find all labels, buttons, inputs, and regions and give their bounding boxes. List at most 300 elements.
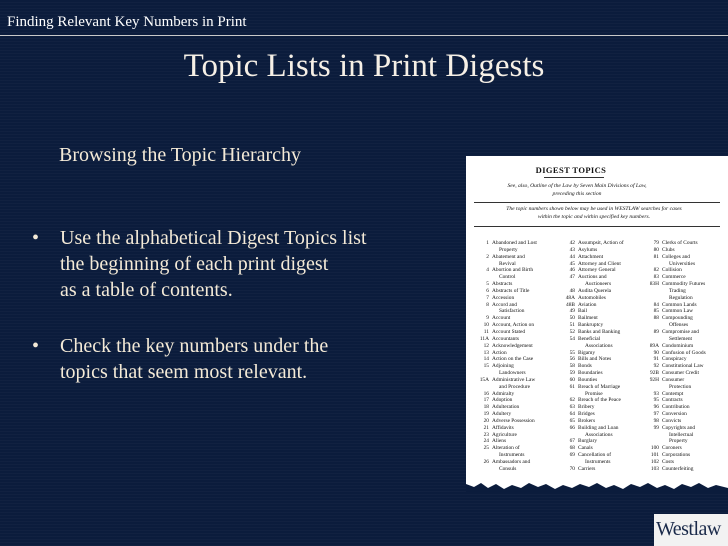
digest-topic-entry xyxy=(473,363,563,370)
westlaw-logo xyxy=(654,514,728,546)
digest-topic-number: 92B xyxy=(650,370,659,377)
digest-topic-name: Instruments xyxy=(499,452,525,459)
digest-topic-name: Action on the Case xyxy=(492,356,534,363)
digest-topic-name: Conspiracy xyxy=(662,356,687,363)
digest-topic-entry xyxy=(643,281,725,288)
digest-topic-entry xyxy=(643,350,725,357)
digest-topic-number: 11 xyxy=(483,328,489,335)
digest-topic-entry xyxy=(559,452,645,459)
digest-topic-name: Bail xyxy=(578,308,587,315)
digest-topic-number: 6 xyxy=(486,287,489,294)
digest-see-also xyxy=(492,182,662,198)
digest-topic-name: Acknowledgement xyxy=(492,342,533,349)
digest-note-line: within the topic and within specified key numbers. xyxy=(537,214,651,220)
digest-topic-name: Commodity Futures xyxy=(662,281,706,288)
digest-topic-number: 9 xyxy=(486,315,489,322)
bullet-text-line: topics that seem most relevant. xyxy=(60,361,308,383)
digest-topics-page-image xyxy=(466,156,728,494)
digest-topic-name: and Procedure xyxy=(499,383,530,390)
digest-topic-entry xyxy=(643,404,725,411)
digest-topic-entry xyxy=(559,370,645,377)
digest-topic-number: 91 xyxy=(653,356,659,363)
digest-topic-name: Breach of Marriage xyxy=(578,383,621,390)
digest-topic-name: Abstracts xyxy=(492,281,513,288)
digest-topic-entry xyxy=(559,308,645,315)
digest-topic-name: Intellectual xyxy=(669,431,694,438)
digest-topic-name: Property xyxy=(669,438,688,445)
digest-topic-name: Abandoned and Lost xyxy=(492,240,537,246)
digest-topic-number: 48B xyxy=(566,301,575,308)
digest-topic-entry xyxy=(473,411,563,418)
digest-topic-name: Action xyxy=(492,349,507,356)
digest-column xyxy=(559,240,645,473)
digest-topic-number: 60 xyxy=(569,376,575,383)
digest-topic-entry xyxy=(473,261,563,268)
digest-topic-name: Bankruptcy xyxy=(578,322,604,329)
digest-topic-number: 54 xyxy=(569,335,575,342)
digest-see-also-line: See, also, Outline of the Law by Seven Main Divisions of Law, xyxy=(507,183,647,189)
digest-divider xyxy=(474,226,720,227)
torn-edge xyxy=(466,480,728,494)
digest-topic-entry xyxy=(643,308,725,315)
digest-topic-entry xyxy=(473,343,563,350)
digest-topic-name: Building and Loan xyxy=(578,424,619,431)
digest-topic-number: 92 xyxy=(653,363,659,370)
digest-topic-name: Abortion and Birth xyxy=(492,267,534,274)
digest-topic-number: 15 xyxy=(483,363,489,370)
digest-topic-name: Attachment xyxy=(578,253,604,260)
digest-topic-name: Offenses xyxy=(669,322,689,329)
digest-topic-number: 24 xyxy=(483,438,489,445)
digest-topic-entry xyxy=(643,425,725,432)
digest-title: DIGEST TOPICS xyxy=(535,165,607,175)
digest-topic-number: 25 xyxy=(483,445,489,452)
digest-topic-entry xyxy=(643,336,725,343)
digest-topic-entry xyxy=(643,329,725,336)
digest-topic-number: 58 xyxy=(569,363,575,370)
bullet-text-line: as a table of contents. xyxy=(60,279,233,301)
digest-topic-number: 84 xyxy=(653,301,659,308)
digest-topic-name: Property xyxy=(499,246,518,253)
digest-note-line: The topic numbers shown below may be used in WESTLAW searches for cases xyxy=(506,206,682,212)
digest-topic-entry xyxy=(473,356,563,363)
digest-topic-entry xyxy=(643,466,725,473)
digest-topic-name: Aviation xyxy=(578,301,597,308)
digest-topic-entry xyxy=(643,452,725,459)
digest-topic-entry xyxy=(473,254,563,261)
digest-topic-name: Admiralty xyxy=(492,390,515,397)
digest-topic-entry xyxy=(559,466,645,473)
digest-topic-name: Satisfaction xyxy=(499,308,525,315)
digest-topic-number: 88 xyxy=(653,315,659,322)
digest-topic-number: 90 xyxy=(653,349,659,356)
digest-topic-name: Aliens xyxy=(492,438,507,445)
digest-topic-entry xyxy=(559,315,645,322)
digest-topic-entry xyxy=(643,343,725,350)
digest-topic-entry xyxy=(473,315,563,322)
digest-topic-number: 2 xyxy=(486,253,489,260)
digest-topic-name: Bigamy xyxy=(578,349,596,356)
digest-topic-name: Colleges and xyxy=(662,253,690,260)
digest-topic-name: Bills and Notes xyxy=(578,356,612,363)
digest-topic-name: Clerks of Courts xyxy=(662,240,698,246)
digest-topic-name: Consumer Credit xyxy=(662,370,699,377)
digest-topic-number: 80 xyxy=(653,246,659,253)
digest-topic-number: 59 xyxy=(569,370,575,377)
digest-topic-number: 66 xyxy=(569,424,575,431)
digest-topic-name: Contracts xyxy=(662,397,683,404)
digest-topic-entry xyxy=(473,466,563,473)
digest-topic-entry xyxy=(643,247,725,254)
bullet-item xyxy=(28,333,448,385)
digest-topic-entry xyxy=(559,377,645,384)
digest-topic-entry xyxy=(473,370,563,377)
digest-topic-name: Adulteration xyxy=(492,404,520,411)
digest-topic-entry xyxy=(643,384,725,391)
digest-topic-name: Adoption xyxy=(492,397,513,404)
digest-topic-entry xyxy=(643,377,725,384)
digest-topic-number: 45 xyxy=(569,260,575,267)
digest-topic-entry xyxy=(473,377,563,384)
digest-topic-name: Carriers xyxy=(578,465,596,472)
digest-topic-name: Beneficial xyxy=(578,335,601,342)
slide-subheading: Browsing the Topic Hierarchy xyxy=(59,144,302,166)
digest-topic-number: 70 xyxy=(569,465,575,472)
digest-topic-entry xyxy=(473,425,563,432)
digest-topic-entry xyxy=(643,438,725,445)
digest-topic-entry xyxy=(559,363,645,370)
digest-topic-entry xyxy=(643,267,725,274)
digest-topic-name: Boundaries xyxy=(578,370,603,377)
digest-topic-name: Consuls xyxy=(499,465,517,472)
digest-topic-number: 52 xyxy=(569,328,575,335)
digest-topic-entry xyxy=(643,295,725,302)
digest-topic-number: 98 xyxy=(653,417,659,424)
digest-topic-entry xyxy=(559,240,645,247)
digest-topic-entry xyxy=(559,384,645,391)
digest-topic-name: Bailment xyxy=(578,315,598,322)
digest-topic-name: Bounties xyxy=(578,376,598,383)
digest-topic-number: 13 xyxy=(483,349,489,356)
digest-topic-entry xyxy=(559,350,645,357)
digest-topic-name: Account Stated xyxy=(492,328,526,335)
digest-topic-entry xyxy=(559,288,645,295)
digest-topic-entry xyxy=(559,329,645,336)
digest-topic-entry xyxy=(559,404,645,411)
digest-topic-number: 89 xyxy=(653,328,659,335)
digest-topic-name: Corporations xyxy=(662,452,691,459)
digest-topic-entry xyxy=(643,459,725,466)
digest-topic-number: 8 xyxy=(486,301,489,308)
bullet-marker: • xyxy=(32,335,40,357)
digest-topic-number: 81 xyxy=(653,253,659,260)
digest-topic-name: Commerce xyxy=(662,274,686,281)
digest-topic-name: Adverse Possession xyxy=(492,417,535,424)
digest-topic-number: 63 xyxy=(569,404,575,411)
digest-topic-entry xyxy=(473,288,563,295)
digest-topic-name: Adultery xyxy=(492,411,512,418)
digest-topic-entry xyxy=(643,240,725,247)
digest-column xyxy=(643,240,725,473)
digest-topic-number: 96 xyxy=(653,404,659,411)
digest-topic-name: Clubs xyxy=(662,246,675,253)
digest-topic-number: 83 xyxy=(653,274,659,281)
digest-topic-entry xyxy=(473,404,563,411)
digest-topic-name: Attorney and Client xyxy=(578,260,621,267)
digest-topic-number: 20 xyxy=(483,417,489,424)
digest-topic-number: 67 xyxy=(569,438,575,445)
digest-topic-entry xyxy=(559,425,645,432)
slide-title: Topic Lists in Print Digests xyxy=(183,48,545,84)
digest-topic-name: Promise xyxy=(585,390,603,397)
digest-topic-number: 1 xyxy=(486,240,489,246)
digest-topic-name: Control xyxy=(499,274,516,281)
digest-topic-name: Trading xyxy=(669,287,686,294)
digest-topic-entry xyxy=(643,418,725,425)
bullet-list xyxy=(28,225,448,385)
digest-topic-entry xyxy=(559,302,645,309)
digest-topic-name: Coroners xyxy=(662,445,682,452)
digest-topic-name: Agriculture xyxy=(492,431,517,438)
digest-topic-entry xyxy=(643,302,725,309)
digest-topic-name: Contempt xyxy=(662,390,684,397)
digest-topic-number: 5 xyxy=(486,281,489,288)
digest-topic-name: Protection xyxy=(669,383,692,390)
digest-topic-entry xyxy=(473,336,563,343)
digest-topic-number: 42 xyxy=(569,240,575,246)
digest-topic-name: Audita Querela xyxy=(578,287,612,294)
digest-topic-number: 65 xyxy=(569,417,575,424)
digest-topic-number: 55 xyxy=(569,349,575,356)
digest-topic-name: Conversion xyxy=(662,411,687,418)
digest-topic-number: 23 xyxy=(483,431,489,438)
digest-topic-number: 50 xyxy=(569,315,575,322)
digest-topic-entry xyxy=(559,343,645,350)
digest-topic-name: Bridges xyxy=(578,411,595,418)
digest-topic-entry xyxy=(643,391,725,398)
digest-topic-name: Common Lands xyxy=(662,301,697,308)
digest-topic-number: 62 xyxy=(569,397,575,404)
digest-topic-number: 97 xyxy=(653,411,659,418)
digest-topic-entry xyxy=(559,459,645,466)
digest-divider xyxy=(474,202,720,203)
digest-topic-number: 85 xyxy=(653,308,659,315)
digest-topic-name: Asylums xyxy=(578,246,598,253)
digest-topic-name: Landowners xyxy=(499,370,526,377)
digest-topic-entry xyxy=(643,397,725,404)
digest-topic-entry xyxy=(559,336,645,343)
digest-topic-number: 102 xyxy=(650,459,659,465)
digest-topic-number: 93 xyxy=(653,390,659,397)
digest-topic-name: Costs xyxy=(662,459,674,465)
digest-topic-entry xyxy=(473,295,563,302)
digest-topic-number: 14 xyxy=(483,356,489,363)
digest-topic-entry xyxy=(473,329,563,336)
bullet-marker: • xyxy=(32,227,40,249)
digest-topic-name: Breach of the Peace xyxy=(578,397,621,404)
digest-topic-number: 18 xyxy=(483,404,489,411)
digest-topic-name: Instruments xyxy=(585,459,611,465)
digest-topic-number: 19 xyxy=(483,411,489,418)
digest-topic-number: 103 xyxy=(650,465,659,472)
digest-topic-number: 82 xyxy=(653,267,659,274)
header-bar xyxy=(0,0,300,36)
digest-topic-number: 68 xyxy=(569,445,575,452)
digest-topic-name: Associations xyxy=(585,342,613,349)
digest-topic-name: Common Law xyxy=(662,308,693,315)
digest-topic-number: 7 xyxy=(486,294,489,301)
digest-topic-entry xyxy=(559,356,645,363)
digest-topic-number: 56 xyxy=(569,356,575,363)
digest-topic-entry xyxy=(643,322,725,329)
digest-topic-entry xyxy=(559,411,645,418)
digest-topic-name: Attorney General xyxy=(578,267,616,274)
digest-topic-entry xyxy=(643,432,725,439)
digest-topic-name: Accountants xyxy=(492,335,519,342)
digest-topic-name: Account, Action on xyxy=(492,322,535,329)
digest-topic-name: Revival xyxy=(499,260,516,267)
digest-topic-name: Bribery xyxy=(578,404,595,411)
digest-topic-name: Confusion of Goods xyxy=(662,349,706,356)
digest-topic-number: 43 xyxy=(569,246,575,253)
digest-topic-number: 101 xyxy=(650,452,659,459)
digest-topic-number: 4 xyxy=(486,267,489,274)
digest-topic-entry xyxy=(473,418,563,425)
digest-topic-name: Assumpsit, Action of xyxy=(578,240,624,246)
digest-topic-name: Copyrights and xyxy=(662,424,696,431)
digest-topic-entry xyxy=(473,308,563,315)
digest-topic-number: 17 xyxy=(483,397,489,404)
digest-topic-name: Administrative Law xyxy=(492,376,536,383)
digest-topic-entry xyxy=(473,274,563,281)
digest-topic-entry xyxy=(559,418,645,425)
digest-topic-name: Burglary xyxy=(578,438,598,445)
digest-topic-number: 99 xyxy=(653,424,659,431)
digest-topic-name: Counterfeiting xyxy=(662,465,694,472)
digest-topic-name: Consumer xyxy=(662,376,685,383)
digest-topic-entry xyxy=(473,459,563,466)
digest-topic-name: Affidavits xyxy=(492,424,514,431)
digest-topic-name: Constitutional Law xyxy=(662,363,704,370)
digest-topic-number: 26 xyxy=(483,459,489,465)
digest-topic-entry xyxy=(473,397,563,404)
digest-topic-entry xyxy=(473,432,563,439)
digest-topic-entry xyxy=(559,432,645,439)
digest-topic-name: Adjoining xyxy=(492,363,514,370)
digest-column xyxy=(473,240,563,473)
digest-topic-entry xyxy=(643,288,725,295)
digest-topic-number: 95 xyxy=(653,397,659,404)
digest-topic-entry xyxy=(559,267,645,274)
digest-topic-name: Collision xyxy=(662,267,682,274)
digest-topic-name: Condominium xyxy=(662,342,694,349)
digest-topic-number: 69 xyxy=(569,452,575,459)
digest-topic-entry xyxy=(473,452,563,459)
digest-topic-name: Abatement and xyxy=(492,253,525,260)
digest-topic-number: 64 xyxy=(569,411,575,418)
digest-topic-entry xyxy=(473,267,563,274)
digest-topic-entry xyxy=(559,261,645,268)
digest-topic-name: Accord and xyxy=(492,301,517,308)
digest-topic-entry xyxy=(643,254,725,261)
digest-topic-entry xyxy=(559,397,645,404)
digest-topic-number: 92H xyxy=(649,376,659,383)
digest-topic-entry xyxy=(473,445,563,452)
digest-topic-entry xyxy=(473,281,563,288)
digest-topic-name: Settlement xyxy=(669,335,693,342)
digest-topic-number: 49 xyxy=(569,308,575,315)
digest-topic-name: Auctioneers xyxy=(585,281,612,288)
digest-topic-number: 15A xyxy=(479,376,489,383)
digest-topic-name: Canals xyxy=(578,445,593,452)
digest-topic-entry xyxy=(559,281,645,288)
digest-topic-name: Accession xyxy=(492,294,515,301)
digest-topic-entry xyxy=(643,363,725,370)
digest-topic-entry xyxy=(473,322,563,329)
digest-topic-number: 47 xyxy=(569,274,575,281)
digest-topic-number: 61 xyxy=(569,383,575,390)
digest-topic-name: Account xyxy=(492,315,511,322)
digest-topic-entry xyxy=(473,391,563,398)
logo-text: Westlaw xyxy=(656,518,721,540)
digest-topic-entry xyxy=(643,274,725,281)
digest-topic-entry xyxy=(559,254,645,261)
digest-topic-number: 10 xyxy=(483,322,489,329)
digest-topic-number: 83H xyxy=(649,281,659,288)
digest-topic-number: 21 xyxy=(483,424,489,431)
digest-topic-number: 79 xyxy=(653,240,659,246)
digest-topic-number: 44 xyxy=(569,253,575,260)
bullet-text-line: Check the key numbers under the xyxy=(60,335,329,357)
digest-topic-name: Regulation xyxy=(669,294,693,301)
digest-topic-entry xyxy=(473,240,563,247)
digest-topic-name: Ambassadors and xyxy=(492,459,531,465)
digest-topic-number: 12 xyxy=(483,342,489,349)
digest-topic-entry xyxy=(643,445,725,452)
digest-topic-entry xyxy=(643,356,725,363)
digest-westlaw-note xyxy=(478,205,710,221)
digest-topic-entry xyxy=(559,247,645,254)
bullet-item xyxy=(28,225,448,303)
digest-topic-name: Automobiles xyxy=(578,294,606,301)
digest-topic-entry xyxy=(643,370,725,377)
digest-topic-name: Auctions and xyxy=(578,274,607,281)
digest-topic-entry xyxy=(473,350,563,357)
digest-topic-name: Contribution xyxy=(662,404,690,411)
digest-topic-entry xyxy=(473,384,563,391)
digest-topic-number: 48A xyxy=(565,294,575,301)
digest-topic-name: Universities xyxy=(669,260,696,267)
section-title: Finding Relevant Key Numbers in Print xyxy=(7,14,247,30)
digest-topic-entry xyxy=(559,322,645,329)
digest-topic-name: Cancellation of xyxy=(578,452,612,459)
digest-topic-name: Compounding xyxy=(662,315,693,322)
digest-topic-entry xyxy=(559,295,645,302)
digest-topic-number: 48 xyxy=(569,287,575,294)
digest-topic-number: 46 xyxy=(569,267,575,274)
header-divider xyxy=(0,35,728,36)
bullet-text-line: Use the alphabetical Digest Topics list xyxy=(60,227,367,249)
digest-topic-name: Alteration of xyxy=(492,445,520,452)
digest-topic-number: 100 xyxy=(650,445,659,452)
digest-topic-entry xyxy=(643,261,725,268)
digest-topic-entry xyxy=(559,438,645,445)
digest-topic-entry xyxy=(643,411,725,418)
digest-topic-name: Bonds xyxy=(578,363,592,370)
digest-topic-name: Convicts xyxy=(662,417,682,424)
digest-topic-name: Brokers xyxy=(578,417,596,424)
digest-topic-entry xyxy=(559,274,645,281)
